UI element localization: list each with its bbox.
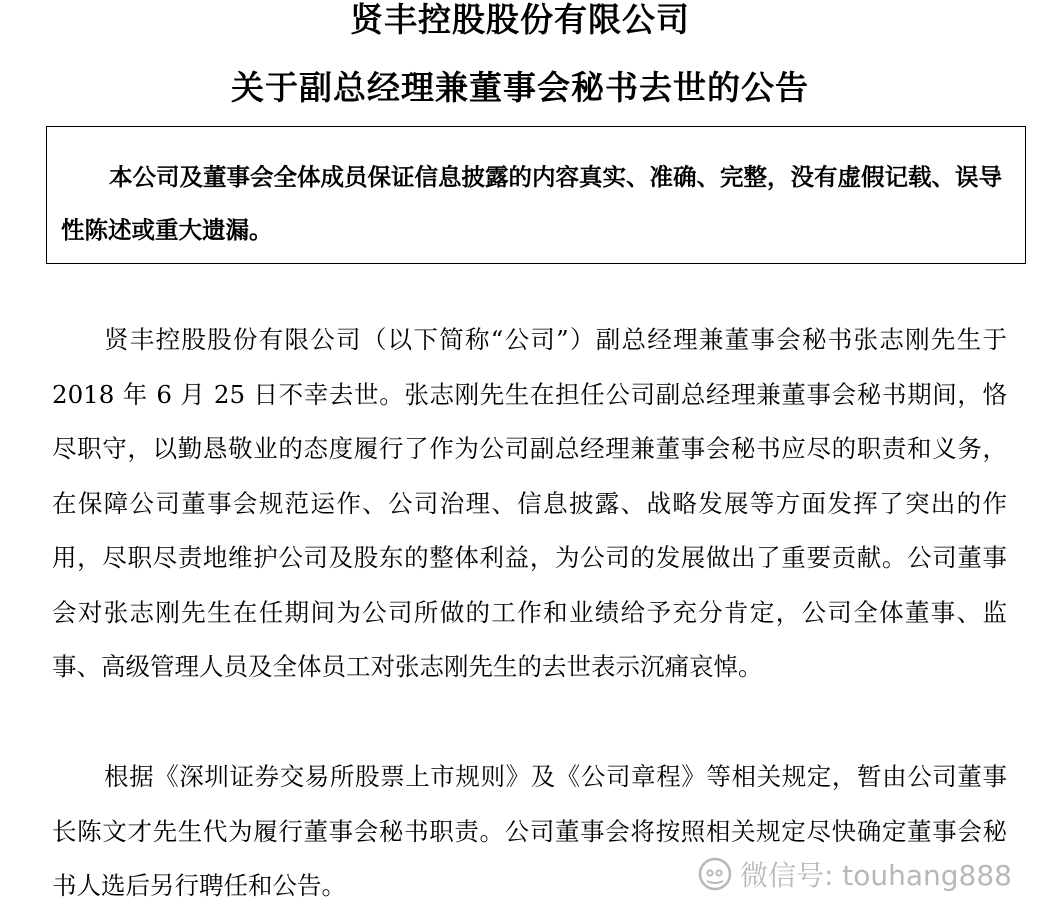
- company-title: 贤丰控股股份有限公司: [350, 0, 690, 39]
- body-paragraph-1: 贤丰控股股份有限公司（以下简称“公司”）副总经理兼董事会秘书张志刚先生于 2018 年 6 月 25 日不幸去世。张志刚先生在担任公司副总经理兼董事会秘书期间，恪尽职守，以勤恳敬业的态度履行了作为公司副总经理兼董事会秘书应尽的职责和义务，在保障公司董事会规范运作、公司治理、信息披露、战略发展等方面发挥了突出的作用，尽职尽责地维护公司及股东的整体利益，为公司的发展做出了重要贡献。公司董事会对张志刚先生在任期间为公司所做的工作和业绩给予充分肯定，公司全体董事、监事、高级管理人员及全体员工对张志刚先生的去世表示沉痛哀悼。: [52, 325, 1007, 681]
- body-paragraph-2: 根据《深圳证券交易所股票上市规则》及《公司章程》等相关规定，暂由公司董事长陈文才先生代为履行董事会秘书职责。公司董事会将按照相关规定尽快确定董事会秘书人选后另行聘任和公告。: [52, 762, 1007, 900]
- wechat-icon: [698, 857, 732, 891]
- disclosure-notice-text: 本公司及董事会全体成员保证信息披露的内容真实、准确、完整，没有虚假记载、误导性陈述或重大遗漏。: [61, 163, 1002, 244]
- watermark-text: 微信号: touhang888: [739, 859, 1012, 892]
- wechat-watermark: [698, 852, 1012, 896]
- announcement-title: 关于副总经理兼董事会秘书去世的公告: [231, 68, 809, 107]
- disclosure-notice-box: [46, 126, 1026, 264]
